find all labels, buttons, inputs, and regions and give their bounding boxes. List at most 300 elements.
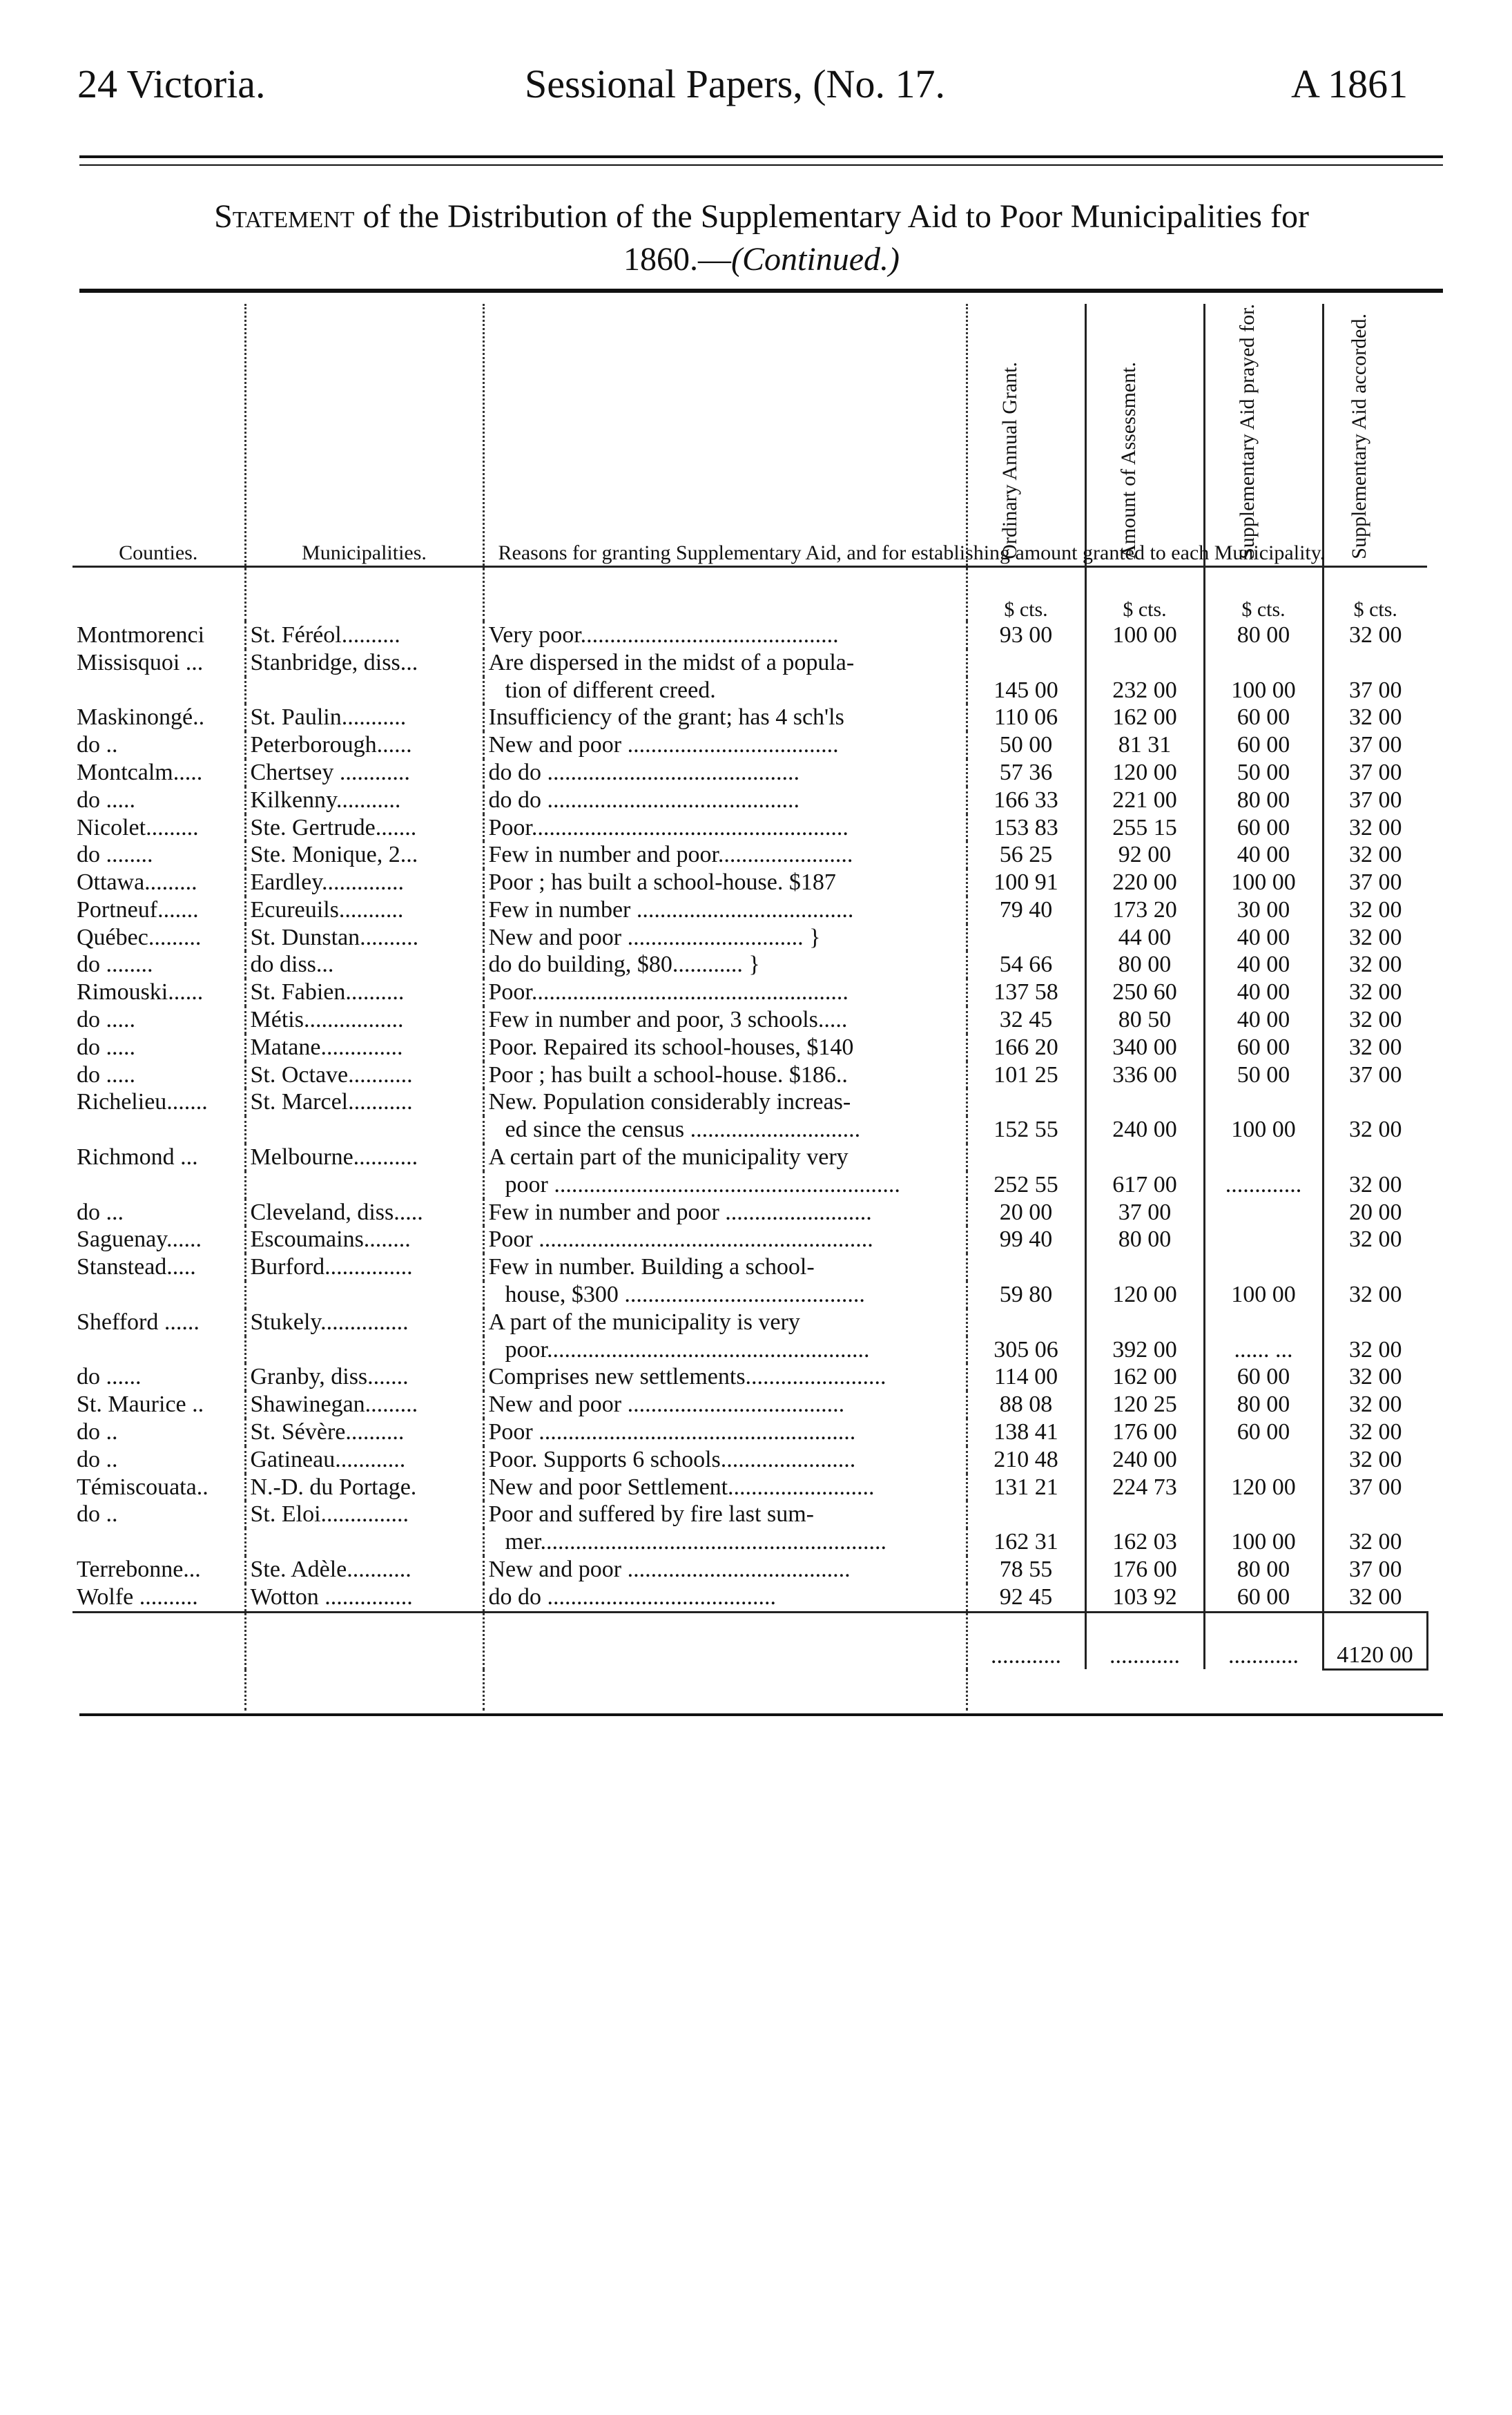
table-bottom-rule bbox=[79, 1713, 1443, 1716]
accorded-cell bbox=[1323, 1144, 1427, 1171]
municipality-cell: St. Paulin........... bbox=[245, 704, 483, 731]
assessment-cell bbox=[1085, 1501, 1204, 1528]
unit-grant: $ cts. bbox=[967, 566, 1085, 622]
prayed-cell: 50 00 bbox=[1204, 1061, 1323, 1089]
assessment-cell: 80 00 bbox=[1085, 951, 1204, 979]
top-rule-1 bbox=[79, 155, 1443, 158]
total-prayed: ............ bbox=[1204, 1612, 1323, 1669]
reason-cell: Poor. Repaired its school-houses, $140 bbox=[483, 1034, 967, 1061]
col-accorded: Supplementary Aid accorded. bbox=[1323, 304, 1427, 566]
municipality-cell: Ecureuils........... bbox=[245, 896, 483, 924]
assessment-cell: 220 00 bbox=[1085, 869, 1204, 896]
county-cell: do ..... bbox=[72, 1034, 245, 1061]
assessment-cell bbox=[1085, 1144, 1204, 1171]
title-continued: (Continued.) bbox=[731, 241, 900, 278]
table-row bbox=[72, 924, 1427, 952]
municipality-cell: N.-D. du Portage. bbox=[245, 1474, 483, 1501]
municipality-cell: Eardley.............. bbox=[245, 869, 483, 896]
municipality-cell bbox=[245, 1171, 483, 1199]
accorded-cell: 37 00 bbox=[1349, 1474, 1402, 1500]
assessment-cell: 336 00 bbox=[1085, 1061, 1204, 1089]
accorded-cell: 37 00 bbox=[1349, 732, 1402, 758]
assessment-cell: 617 00 bbox=[1085, 1171, 1204, 1199]
prayed-cell: 60 00 bbox=[1204, 1584, 1323, 1612]
county-cell: Saguenay...... bbox=[72, 1226, 245, 1253]
column-header-row bbox=[72, 304, 1427, 566]
reason-cell: Insufficiency of the grant; has 4 sch'ls bbox=[483, 704, 967, 731]
table-row bbox=[72, 649, 1427, 677]
grant-cell bbox=[967, 1144, 1085, 1171]
reason-cell: Few in number and poor ......................... bbox=[483, 1199, 967, 1226]
municipality-cell: Shawinegan......... bbox=[245, 1391, 483, 1418]
table-row bbox=[72, 787, 1427, 814]
assessment-cell: 100 00 bbox=[1085, 622, 1204, 649]
accorded-cell: 37 00 bbox=[1349, 677, 1402, 703]
accorded-cell: 37 00 bbox=[1349, 1557, 1402, 1583]
accorded-cell: 32 00 bbox=[1349, 1584, 1402, 1610]
county-cell: Témiscouata.. bbox=[72, 1474, 245, 1501]
municipality-cell: Peterborough...... bbox=[245, 731, 483, 759]
municipality-cell: St. Sévère.......... bbox=[245, 1418, 483, 1446]
municipality-cell: St. Dunstan.......... bbox=[245, 924, 483, 952]
grant-cell: 110 06 bbox=[967, 704, 1085, 731]
accorded-cell: 32 00 bbox=[1349, 896, 1402, 923]
assessment-cell bbox=[1085, 1088, 1204, 1116]
prayed-cell: 80 00 bbox=[1204, 787, 1323, 814]
prayed-cell bbox=[1204, 1144, 1323, 1171]
table-row bbox=[72, 1088, 1427, 1116]
grant-cell: 93 00 bbox=[967, 622, 1085, 649]
statement-title bbox=[75, 195, 1448, 281]
reason-cell: New. Population considerably increas- bbox=[483, 1088, 967, 1116]
unit-prayed: $ cts. bbox=[1204, 566, 1323, 622]
prayed-cell: 60 00 bbox=[1204, 704, 1323, 731]
prayed-cell: 100 00 bbox=[1204, 1281, 1323, 1309]
municipality-cell: Escoumains........ bbox=[245, 1226, 483, 1253]
reason-cell: Very poor............................................ bbox=[483, 622, 967, 649]
reason-cell: New and poor ..................................... bbox=[483, 1391, 967, 1418]
county-cell: Richmond ... bbox=[72, 1144, 245, 1171]
reason-cell: Poor...................................................... bbox=[483, 814, 967, 842]
municipality-cell: St. Fabien.......... bbox=[245, 979, 483, 1006]
reason-cell: poor....................................................... bbox=[483, 1336, 967, 1364]
running-head-left: 24 Victoria. bbox=[77, 61, 266, 106]
table-row bbox=[72, 1171, 1427, 1199]
table-row bbox=[72, 1528, 1427, 1556]
prayed-cell: 40 00 bbox=[1204, 924, 1323, 952]
accorded-cell: 37 00 bbox=[1349, 759, 1402, 785]
prayed-cell: 100 00 bbox=[1204, 1528, 1323, 1556]
total-row bbox=[72, 1612, 1427, 1669]
reason-cell: New and poor .............................. } bbox=[483, 924, 967, 952]
prayed-cell: 40 00 bbox=[1204, 979, 1323, 1006]
grant-cell: 56 25 bbox=[967, 841, 1085, 869]
table-row bbox=[72, 951, 1427, 979]
grant-cell: 101 25 bbox=[967, 1061, 1085, 1089]
assessment-cell: 92 00 bbox=[1085, 841, 1204, 869]
assessment-cell: 162 03 bbox=[1085, 1528, 1204, 1556]
reason-cell: mer........................................................... bbox=[483, 1528, 967, 1556]
table-row bbox=[72, 704, 1427, 731]
assessment-cell: 162 00 bbox=[1085, 1363, 1204, 1391]
grant-cell: 166 33 bbox=[967, 787, 1085, 814]
table-row bbox=[72, 731, 1427, 759]
grant-cell: 99 40 bbox=[967, 1226, 1085, 1253]
accorded-cell: 32 00 bbox=[1349, 1282, 1402, 1308]
county-cell: Stanstead..... bbox=[72, 1253, 245, 1281]
grant-cell bbox=[967, 1088, 1085, 1116]
accorded-cell bbox=[1323, 1088, 1427, 1116]
accorded-cell: 32 00 bbox=[1349, 622, 1402, 648]
distribution-table bbox=[72, 304, 1428, 1711]
prayed-cell: ...... ... bbox=[1204, 1336, 1323, 1364]
reason-cell: do do ....................................... bbox=[483, 1584, 967, 1612]
municipality-cell: Melbourne........... bbox=[245, 1144, 483, 1171]
reason-cell: Poor and suffered by fire last sum- bbox=[483, 1501, 967, 1528]
reason-cell: do do ........................................... bbox=[483, 759, 967, 787]
prayed-cell: 80 00 bbox=[1204, 1391, 1323, 1418]
grant-cell: 305 06 bbox=[967, 1336, 1085, 1364]
grant-cell bbox=[967, 1309, 1085, 1336]
accorded-cell: 32 00 bbox=[1349, 1392, 1402, 1418]
assessment-cell: 37 00 bbox=[1085, 1199, 1204, 1226]
county-cell: do ........ bbox=[72, 951, 245, 979]
assessment-cell: 240 00 bbox=[1085, 1116, 1204, 1144]
reason-cell: do do ........................................... bbox=[483, 787, 967, 814]
table-row bbox=[72, 1363, 1427, 1391]
county-cell bbox=[72, 1281, 245, 1309]
county-cell: do .. bbox=[72, 1501, 245, 1528]
assessment-cell: 176 00 bbox=[1085, 1418, 1204, 1446]
table-row bbox=[72, 1144, 1427, 1171]
grant-cell bbox=[967, 1253, 1085, 1281]
grant-cell: 137 58 bbox=[967, 979, 1085, 1006]
grant-cell: 138 41 bbox=[967, 1418, 1085, 1446]
accorded-cell: 32 00 bbox=[1349, 1226, 1402, 1253]
assessment-cell: 81 31 bbox=[1085, 731, 1204, 759]
assessment-cell: 340 00 bbox=[1085, 1034, 1204, 1061]
municipality-cell: St. Octave........... bbox=[245, 1061, 483, 1089]
table-row bbox=[72, 1061, 1427, 1089]
municipality-cell: Ste. Gertrude....... bbox=[245, 814, 483, 842]
municipality-cell: Ste. Monique, 2... bbox=[245, 841, 483, 869]
assessment-cell: 120 25 bbox=[1085, 1391, 1204, 1418]
assessment-cell bbox=[1085, 649, 1204, 677]
grant-cell: 152 55 bbox=[967, 1116, 1085, 1144]
grant-cell: 20 00 bbox=[967, 1199, 1085, 1226]
unit-accorded: $ cts. bbox=[1353, 597, 1397, 621]
accorded-cell bbox=[1323, 1309, 1427, 1336]
table-row bbox=[72, 1446, 1427, 1474]
grant-cell: 50 00 bbox=[967, 731, 1085, 759]
accorded-cell: 32 00 bbox=[1349, 1446, 1402, 1472]
prayed-cell: 60 00 bbox=[1204, 814, 1323, 842]
accorded-cell: 32 00 bbox=[1349, 814, 1402, 840]
prayed-cell bbox=[1204, 1199, 1323, 1226]
municipality-cell: Burford............... bbox=[245, 1253, 483, 1281]
municipality-cell: Wotton ............... bbox=[245, 1584, 483, 1612]
county-cell: Montmorenci bbox=[72, 622, 245, 649]
grant-cell: 162 31 bbox=[967, 1528, 1085, 1556]
municipality-cell: Granby, diss....... bbox=[245, 1363, 483, 1391]
title-lead: Statement bbox=[214, 198, 355, 235]
assessment-cell: 80 00 bbox=[1085, 1226, 1204, 1253]
prayed-cell: 60 00 bbox=[1204, 731, 1323, 759]
municipality-cell: St. Féréol.......... bbox=[245, 622, 483, 649]
municipality-cell: Matane.............. bbox=[245, 1034, 483, 1061]
table-row bbox=[72, 1501, 1427, 1528]
prayed-cell bbox=[1204, 1088, 1323, 1116]
grant-cell: 79 40 bbox=[967, 896, 1085, 924]
grant-cell: 88 08 bbox=[967, 1391, 1085, 1418]
prayed-cell: 60 00 bbox=[1204, 1418, 1323, 1446]
prayed-cell: ............. bbox=[1204, 1171, 1323, 1199]
county-cell bbox=[72, 1116, 245, 1144]
county-cell bbox=[72, 1528, 245, 1556]
prayed-cell: 40 00 bbox=[1204, 951, 1323, 979]
county-cell bbox=[72, 1171, 245, 1199]
assessment-cell: 221 00 bbox=[1085, 787, 1204, 814]
grant-cell: 114 00 bbox=[967, 1363, 1085, 1391]
assessment-cell: 80 50 bbox=[1085, 1006, 1204, 1034]
municipality-cell bbox=[245, 1528, 483, 1556]
municipality-cell: Métis................. bbox=[245, 1006, 483, 1034]
county-cell: Missisquoi ... bbox=[72, 649, 245, 677]
prayed-cell: 80 00 bbox=[1204, 622, 1323, 649]
assessment-cell: 392 00 bbox=[1085, 1336, 1204, 1364]
municipality-cell bbox=[245, 1116, 483, 1144]
accorded-cell: 32 00 bbox=[1349, 979, 1402, 1006]
prayed-cell: 100 00 bbox=[1204, 677, 1323, 704]
unit-assessment: $ cts. bbox=[1085, 566, 1204, 622]
assessment-cell: 44 00 bbox=[1085, 924, 1204, 952]
accorded-cell: 37 00 bbox=[1349, 787, 1402, 813]
reason-cell: New and poor .................................... bbox=[483, 731, 967, 759]
col-counties: Counties. bbox=[72, 304, 245, 566]
grant-cell: 210 48 bbox=[967, 1446, 1085, 1474]
reason-cell: Few in number and poor....................... bbox=[483, 841, 967, 869]
prayed-cell bbox=[1204, 1446, 1323, 1474]
table-row bbox=[72, 677, 1427, 704]
accorded-cell: 32 00 bbox=[1349, 952, 1402, 978]
reason-cell: poor ........................................................... bbox=[483, 1171, 967, 1199]
assessment-cell: 255 15 bbox=[1085, 814, 1204, 842]
accorded-cell: 37 00 bbox=[1349, 1061, 1402, 1088]
accorded-cell: 32 00 bbox=[1349, 1529, 1402, 1555]
municipality-cell: Chertsey ............ bbox=[245, 759, 483, 787]
assessment-cell: 176 00 bbox=[1085, 1556, 1204, 1584]
table-top-rule bbox=[79, 289, 1443, 293]
county-cell: Portneuf....... bbox=[72, 896, 245, 924]
municipality-cell bbox=[245, 677, 483, 704]
grant-cell: 131 21 bbox=[967, 1474, 1085, 1501]
prayed-cell bbox=[1204, 1501, 1323, 1528]
assessment-cell: 103 92 bbox=[1085, 1584, 1204, 1612]
tail-row bbox=[72, 1669, 1427, 1711]
assessment-cell: 224 73 bbox=[1085, 1474, 1204, 1501]
table-row bbox=[72, 869, 1427, 896]
grant-cell: 57 36 bbox=[967, 759, 1085, 787]
county-cell: Richelieu....... bbox=[72, 1088, 245, 1116]
reason-cell: A part of the municipality is very bbox=[483, 1309, 967, 1336]
county-cell: Shefford ...... bbox=[72, 1309, 245, 1336]
table-row bbox=[72, 1418, 1427, 1446]
grant-cell: 59 80 bbox=[967, 1281, 1085, 1309]
accorded-cell: 32 00 bbox=[1349, 1117, 1402, 1143]
total-assessment: ............ bbox=[1085, 1612, 1204, 1669]
table-row bbox=[72, 1281, 1427, 1309]
county-cell: do ..... bbox=[72, 1061, 245, 1089]
table-row bbox=[72, 759, 1427, 787]
col-reasons: Reasons for granting Supplementary Aid, and for establishing amount granted to each Municipality. bbox=[483, 304, 967, 566]
total-accorded: 4120 00 bbox=[1323, 1612, 1427, 1669]
assessment-cell bbox=[1085, 1309, 1204, 1336]
table-row bbox=[72, 1253, 1427, 1281]
assessment-cell: 120 00 bbox=[1085, 759, 1204, 787]
table-row bbox=[72, 1309, 1427, 1336]
prayed-cell bbox=[1204, 1253, 1323, 1281]
county-cell: do .. bbox=[72, 1446, 245, 1474]
assessment-cell: 240 00 bbox=[1085, 1446, 1204, 1474]
reason-cell: Comprises new settlements........................ bbox=[483, 1363, 967, 1391]
col-prayed: Supplementary Aid prayed for. bbox=[1204, 304, 1323, 566]
grant-cell: 78 55 bbox=[967, 1556, 1085, 1584]
county-cell: do ... bbox=[72, 1199, 245, 1226]
county-cell: do ..... bbox=[72, 787, 245, 814]
prayed-cell: 40 00 bbox=[1204, 1006, 1323, 1034]
county-cell: Rimouski...... bbox=[72, 979, 245, 1006]
assessment-cell: 232 00 bbox=[1085, 677, 1204, 704]
grant-cell: 54 66 bbox=[967, 951, 1085, 979]
grant-cell bbox=[967, 924, 1085, 952]
accorded-cell: 37 00 bbox=[1349, 869, 1402, 896]
assessment-cell: 250 60 bbox=[1085, 979, 1204, 1006]
unit-row bbox=[72, 566, 1427, 622]
accorded-cell: 32 00 bbox=[1349, 1419, 1402, 1445]
prayed-cell: 100 00 bbox=[1204, 869, 1323, 896]
reason-cell: Poor ...................................................... bbox=[483, 1418, 967, 1446]
grant-cell: 252 55 bbox=[967, 1171, 1085, 1199]
assessment-cell: 162 00 bbox=[1085, 704, 1204, 731]
table-row bbox=[72, 1391, 1427, 1418]
county-cell: do ...... bbox=[72, 1363, 245, 1391]
reason-cell: Few in number. Building a school- bbox=[483, 1253, 967, 1281]
county-cell: Maskinongé.. bbox=[72, 704, 245, 731]
prayed-cell: 40 00 bbox=[1204, 841, 1323, 869]
grant-cell: 145 00 bbox=[967, 677, 1085, 704]
prayed-cell: 60 00 bbox=[1204, 1034, 1323, 1061]
county-cell: Ottawa......... bbox=[72, 869, 245, 896]
accorded-cell bbox=[1323, 649, 1427, 677]
table-row bbox=[72, 1034, 1427, 1061]
assessment-cell: 173 20 bbox=[1085, 896, 1204, 924]
reason-cell: Poor. Supports 6 schools....................... bbox=[483, 1446, 967, 1474]
total-grant: ............ bbox=[967, 1612, 1085, 1669]
accorded-cell: 20 00 bbox=[1349, 1199, 1402, 1225]
reason-cell: Poor ; has built a school-house. $186.. bbox=[483, 1061, 967, 1089]
accorded-cell: 32 00 bbox=[1349, 924, 1402, 950]
reason-cell: Poor ; has built a school-house. $187 bbox=[483, 869, 967, 896]
grant-cell: 92 45 bbox=[967, 1584, 1085, 1612]
top-rule-2 bbox=[79, 164, 1443, 166]
grant-cell: 32 45 bbox=[967, 1006, 1085, 1034]
reason-cell: New and poor ...................................... bbox=[483, 1556, 967, 1584]
reason-cell: Poor...................................................... bbox=[483, 979, 967, 1006]
reason-cell: A certain part of the municipality very bbox=[483, 1144, 967, 1171]
prayed-cell bbox=[1204, 649, 1323, 677]
county-cell: do .. bbox=[72, 731, 245, 759]
table-row bbox=[72, 1116, 1427, 1144]
accorded-cell: 32 00 bbox=[1349, 1336, 1402, 1363]
prayed-cell: 50 00 bbox=[1204, 759, 1323, 787]
table-row bbox=[72, 841, 1427, 869]
table-row bbox=[72, 622, 1427, 649]
county-cell: Montcalm..... bbox=[72, 759, 245, 787]
reason-cell: Few in number and poor, 3 schools..... bbox=[483, 1006, 967, 1034]
prayed-cell: 80 00 bbox=[1204, 1556, 1323, 1584]
accorded-cell: 32 00 bbox=[1349, 1007, 1402, 1033]
municipality-cell: Stukely............... bbox=[245, 1309, 483, 1336]
county-cell: Nicolet......... bbox=[72, 814, 245, 842]
grant-cell bbox=[967, 649, 1085, 677]
prayed-cell bbox=[1204, 1309, 1323, 1336]
reason-cell: ed since the census ............................. bbox=[483, 1116, 967, 1144]
col-municipalities: Municipalities. bbox=[245, 304, 483, 566]
table-row bbox=[72, 979, 1427, 1006]
county-cell: Québec......... bbox=[72, 924, 245, 952]
table-row bbox=[72, 896, 1427, 924]
county-cell: Terrebonne... bbox=[72, 1556, 245, 1584]
assessment-cell: 120 00 bbox=[1085, 1281, 1204, 1309]
municipality-cell: do diss... bbox=[245, 951, 483, 979]
county-cell bbox=[72, 1336, 245, 1364]
municipality-cell: St. Marcel........... bbox=[245, 1088, 483, 1116]
running-head-right: A 1861 bbox=[1291, 61, 1408, 106]
accorded-cell: 32 00 bbox=[1349, 1034, 1402, 1060]
grant-cell: 166 20 bbox=[967, 1034, 1085, 1061]
table-row bbox=[72, 1336, 1427, 1364]
accorded-cell: 32 00 bbox=[1349, 704, 1402, 731]
table-row bbox=[72, 1556, 1427, 1584]
municipality-cell: Cleveland, diss..... bbox=[245, 1199, 483, 1226]
table-row bbox=[72, 1584, 1427, 1612]
col-assessment: Amount of Assessment. bbox=[1085, 304, 1204, 566]
municipality-cell: St. Eloi............... bbox=[245, 1501, 483, 1528]
grant-cell: 100 91 bbox=[967, 869, 1085, 896]
accorded-cell: 32 00 bbox=[1349, 842, 1402, 868]
col-grant: Ordinary Annual Grant. bbox=[967, 304, 1085, 566]
reason-cell: tion of different creed. bbox=[483, 677, 967, 704]
running-head-center: Sessional Papers, (No. 17. bbox=[525, 61, 945, 106]
county-cell: do .. bbox=[72, 1418, 245, 1446]
municipality-cell bbox=[245, 1336, 483, 1364]
reason-cell: Few in number ..................................... bbox=[483, 896, 967, 924]
table-row bbox=[72, 1199, 1427, 1226]
municipality-cell: Ste. Adèle........... bbox=[245, 1556, 483, 1584]
accorded-cell bbox=[1323, 1501, 1427, 1528]
accorded-cell bbox=[1323, 1253, 1427, 1281]
title-rest: of the Distribution of the Supplementary Aid to Poor Municipalities for bbox=[354, 198, 1309, 235]
assessment-cell bbox=[1085, 1253, 1204, 1281]
county-cell: do ........ bbox=[72, 841, 245, 869]
municipality-cell: Gatineau............ bbox=[245, 1446, 483, 1474]
reason-cell: New and poor Settlement......................... bbox=[483, 1474, 967, 1501]
reason-cell: Are dispersed in the midst of a popula- bbox=[483, 649, 967, 677]
title-line2: 1860.— bbox=[623, 241, 732, 278]
prayed-cell bbox=[1204, 1226, 1323, 1253]
table-row bbox=[72, 1006, 1427, 1034]
table-row bbox=[72, 1226, 1427, 1253]
